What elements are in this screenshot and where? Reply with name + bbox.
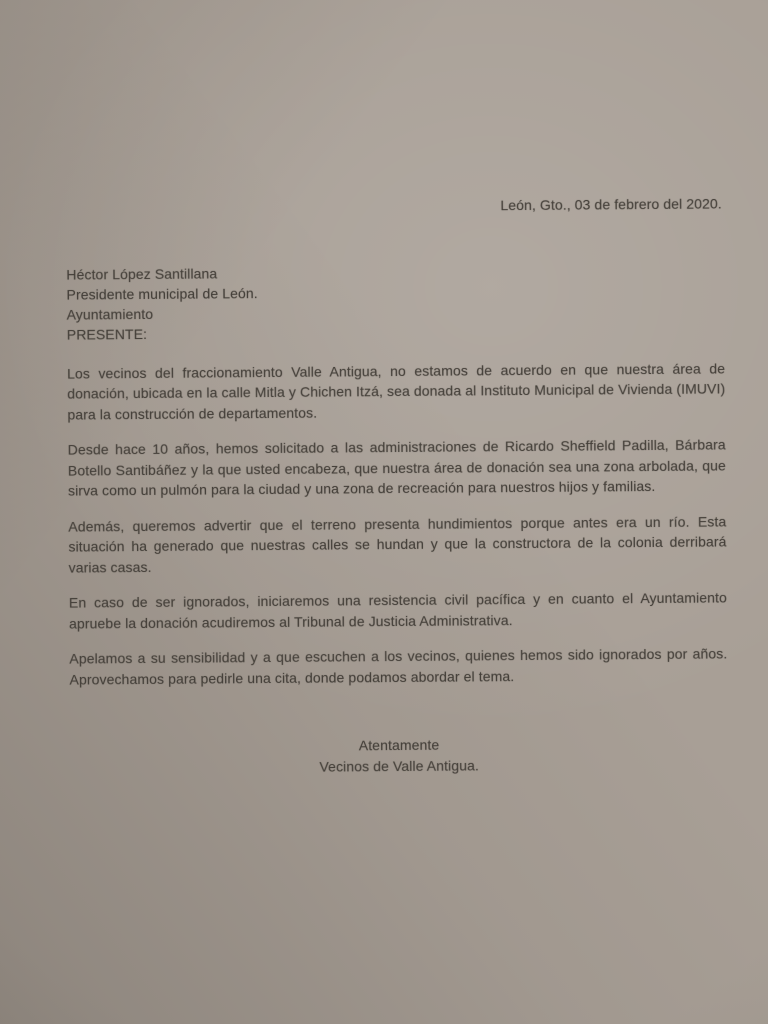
body-paragraph-4: En caso de ser ignorados, iniciaremos una resistencia civil pacífica y en cuanto el Ayuntamiento apruebe la donación acudiremos al Tribunal de Justicia Administrativa.: [68, 589, 727, 632]
date-line: León, Gto., 03 de febrero del 2020.: [500, 195, 722, 214]
recipient-salutation: PRESENTE:: [66, 326, 148, 343]
signature: Vecinos de Valle Antigua.: [319, 757, 479, 775]
closing-block: [70, 733, 728, 779]
body-paragraph-2: Desde hace 10 años, hemos solicitado a las administraciones de Ricardo Sheffield Padilla, Bárbara Botello Santibáñez y la que usted encabeza, que nuestra área de donación sea una zona arbolada, que sirva como un pulmón para la ciudad y una zona de recreación para nuestros hijos y familias.: [67, 436, 726, 499]
body-paragraph-1: Los vecinos del fraccionamiento Valle Antigua, no estamos de acuerdo en que nuestra área de donación, ubicada en la calle Mitla y Chichen Itzá, sea donada al Instituto Municipal de Vivienda (IMUVI) para la construcción de departamentos.: [67, 360, 726, 423]
recipient-name: Héctor López Santillana: [66, 264, 218, 283]
recipient-title: Presidente municipal de León.: [66, 284, 258, 303]
body-paragraph-5: Apelamos a su sensibilidad y a que escuchen a los vecinos, quienes hemos sido ignorados por años. Aprovechamos para pedirle una cita, donde podamos abordar el tema.: [69, 645, 728, 688]
valediction: Atentamente: [358, 736, 440, 754]
letter-document: [66, 193, 729, 778]
recipient-block: [66, 259, 725, 345]
recipient-organization: Ayuntamiento: [66, 306, 154, 323]
body-paragraph-3: Además, queremos advertir que el terreno presenta hundimientos porque antes era un río. Esta situación ha generado que nuestras calles se hundan y que la constructora de la colonia derribará varias casas.: [68, 513, 727, 576]
